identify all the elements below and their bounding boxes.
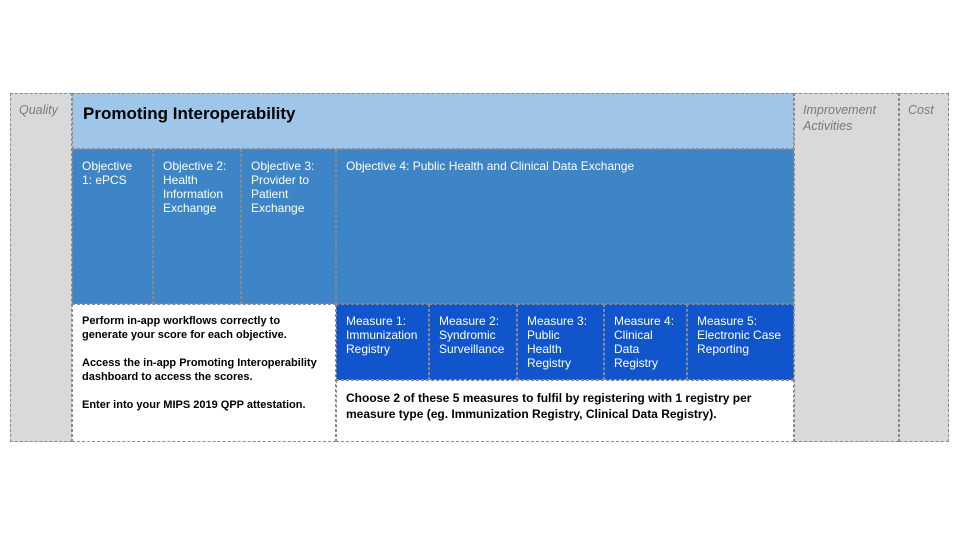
section-title-text: Promoting Interoperability — [83, 104, 296, 123]
objective-1 — [72, 149, 153, 304]
instruction-2: Access the in-app Promoting Interoperability dashboard to access the scores. — [82, 357, 317, 383]
objective-3-label: Objective 3: Provider to Patient Exchange — [251, 159, 315, 215]
measure-2 — [429, 304, 517, 380]
objective-1-label: Objective 1: ePCS — [82, 159, 133, 187]
improvement-activities-label: Improvement Activities — [803, 103, 876, 133]
quality-column — [10, 93, 72, 442]
section-title — [72, 93, 794, 149]
cost-column — [899, 93, 949, 442]
measure-4 — [604, 304, 687, 380]
measure-3 — [517, 304, 604, 380]
measure-3-label: Measure 3: Public Health Registry — [527, 314, 588, 370]
cost-label: Cost — [908, 103, 934, 117]
measure-selection-text: Choose 2 of these 5 measures to fulfil by registering with 1 registry per measure type (eg. Immunization Registry, Clinical Data Registry). — [346, 391, 752, 421]
instructions-panel — [72, 304, 336, 442]
objective-2-label: Objective 2: Health Information Exchange — [163, 159, 227, 215]
objective-4 — [336, 149, 794, 304]
measure-5 — [687, 304, 794, 380]
objective-2 — [153, 149, 241, 304]
objective-4-label: Objective 4: Public Health and Clinical Data Exchange — [346, 159, 635, 173]
improvement-activities-column — [794, 93, 899, 442]
measure-selection-note — [336, 380, 794, 442]
measure-2-label: Measure 2: Syndromic Surveillance — [439, 314, 505, 356]
measure-1-label: Measure 1: Immunization Registry — [346, 314, 418, 356]
objective-3 — [241, 149, 336, 304]
measure-5-label: Measure 5: Electronic Case Reporting — [697, 314, 782, 356]
measure-1 — [336, 304, 429, 380]
instruction-1: Perform in-app workflows correctly to generate your score for each objective. — [82, 315, 287, 341]
quality-label: Quality — [19, 103, 58, 117]
measure-4-label: Measure 4: Clinical Data Registry — [614, 314, 675, 370]
instruction-3: Enter into your MIPS 2019 QPP attestation. — [82, 399, 306, 411]
